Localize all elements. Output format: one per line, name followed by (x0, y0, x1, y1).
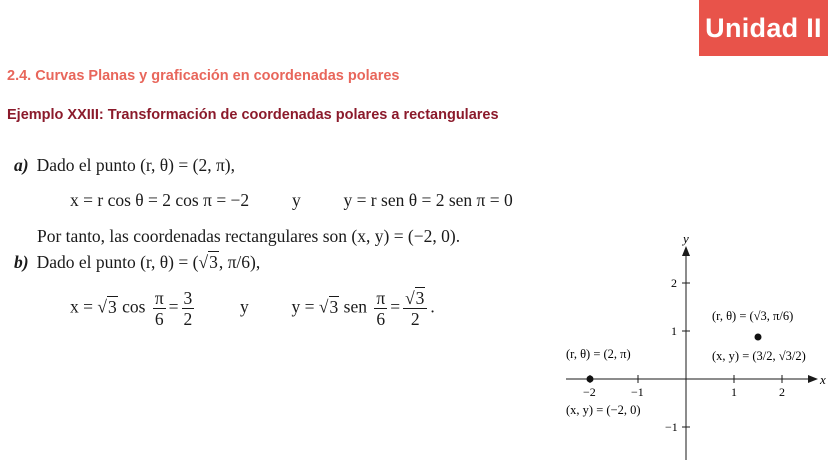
part-b-equations: x = √3 cos $\frac{\pi}{6}$ = $\frac{3}{2}$ y y = √3 sen $\frac{\pi}{6}$ = $\frac{√3}{2}$ . (70, 288, 435, 330)
x-tick-label: 2 (779, 385, 785, 399)
x-axis-label: x (820, 372, 826, 387)
x-tick-label: −1 (631, 385, 644, 399)
part-b-intro-prefix: Dado el punto (r, θ) = ( (36, 252, 199, 272)
x-tick-label: −2 (583, 385, 596, 399)
part-b-y-rad: 3 (329, 296, 339, 317)
part-b-x-rad: 3 (107, 296, 117, 317)
part-b-y-sen: sen (343, 296, 367, 317)
part-b-y-pi-frac: $\frac{\pi}{6}$ (376, 288, 386, 330)
part-b-y-lhs: y = √ (291, 296, 329, 317)
y-axis-label: y (683, 231, 689, 246)
part-a-eq-x: x = r cos θ = 2 cos π = −2 (70, 190, 250, 210)
part-b-label: b) (14, 252, 29, 272)
part-b-y-result-frac: $\frac{√3}{2}$ (403, 288, 427, 329)
part-a-conclusion: Por tanto, las coordenadas rectangulares son (x, y) = (−2, 0). (37, 226, 461, 246)
part-a-eq-y: y = r sen θ = 2 sen π = 0 (343, 190, 513, 210)
part-b-intro-line: b) Dado el punto (r, θ) = (√3, π/6), (14, 252, 261, 272)
point-b-polar-label: (r, θ) = (√3, π/6) (712, 309, 794, 323)
point-b-rect-label: (x, y) = (3/2, √3/2) (712, 349, 806, 363)
part-b-intro-sqrt: 3 (209, 252, 218, 272)
part-b-x-cos: cos (122, 296, 146, 317)
part-a-label: a) (14, 155, 29, 175)
part-b-x-result-frac: $\frac{3}{2}$ (183, 288, 193, 330)
x-tick-label: 1 (731, 385, 737, 399)
point-a-polar-label: (r, θ) = (2, π) (566, 347, 631, 361)
part-b-intro-suffix: , π/6), (218, 252, 261, 272)
section-title: 2.4. Curvas Planas y graficación en coordenadas polares (7, 68, 400, 84)
x-axis-arrow (808, 375, 818, 383)
part-b-x-pi-frac: $\frac{\pi}{6}$ (154, 288, 164, 330)
y-tick-label: 1 (671, 324, 677, 338)
point-a (587, 376, 594, 383)
part-a-connector: y (291, 190, 301, 210)
part-b-x-lhs: x = √ (70, 296, 107, 317)
part-b-connector: y (240, 296, 249, 317)
y-tick-label: −1 (665, 420, 678, 434)
point-a-rect-label: (x, y) = (−2, 0) (566, 403, 641, 417)
unit-badge: Unidad II (699, 0, 828, 56)
point-b (755, 334, 762, 341)
part-a-intro: Dado el punto (r, θ) = (2, π), (36, 155, 235, 175)
y-tick-label: 2 (671, 276, 677, 290)
example-title: Ejemplo XXIII: Transformación de coordenadas polares a rectangulares (7, 107, 499, 123)
y-axis-arrow (682, 246, 690, 256)
